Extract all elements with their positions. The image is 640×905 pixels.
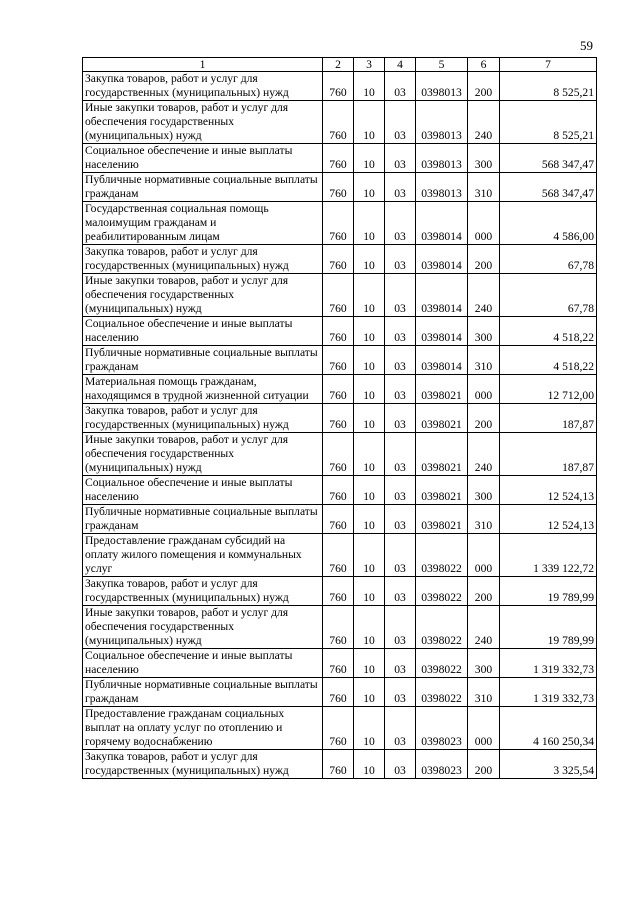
admin-code-cell: 760 bbox=[323, 72, 354, 101]
row-name-cell: Материальная помощь гражданам, находящимся в трудной жизненной ситуации bbox=[83, 375, 323, 404]
header-row bbox=[83, 58, 597, 72]
section-cell: 10 bbox=[354, 346, 385, 375]
target-article-cell: 0398014 bbox=[416, 317, 468, 346]
expense-type-cell: 300 bbox=[468, 476, 500, 505]
admin-code-cell: 760 bbox=[323, 375, 354, 404]
row-name-cell: Иные закупки товаров, работ и услуг для обеспечения государственных (муниципальных) нужд bbox=[83, 606, 323, 649]
expense-type-cell: 200 bbox=[468, 577, 500, 606]
expense-type-cell: 240 bbox=[468, 606, 500, 649]
expense-type-cell: 300 bbox=[468, 317, 500, 346]
table-row bbox=[83, 72, 597, 101]
subsection-cell: 03 bbox=[385, 678, 416, 707]
amount-cell: 4 160 250,34 bbox=[500, 707, 597, 750]
subsection-cell: 03 bbox=[385, 274, 416, 317]
table-row bbox=[83, 317, 597, 346]
table-row bbox=[83, 346, 597, 375]
amount-cell: 19 789,99 bbox=[500, 606, 597, 649]
admin-code-cell: 760 bbox=[323, 245, 354, 274]
row-name-cell: Социальное обеспечение и иные выплаты населению bbox=[83, 649, 323, 678]
target-article-cell: 0398021 bbox=[416, 505, 468, 534]
table-row bbox=[83, 274, 597, 317]
admin-code-cell: 760 bbox=[323, 649, 354, 678]
target-article-cell: 0398013 bbox=[416, 144, 468, 173]
row-name-cell: Закупка товаров, работ и услуг для государственных (муниципальных) нужд bbox=[83, 245, 323, 274]
section-cell: 10 bbox=[354, 476, 385, 505]
amount-cell: 568 347,47 bbox=[500, 144, 597, 173]
amount-cell: 568 347,47 bbox=[500, 173, 597, 202]
table-row bbox=[83, 404, 597, 433]
table-row bbox=[83, 678, 597, 707]
amount-cell: 1 319 332,73 bbox=[500, 678, 597, 707]
table-row bbox=[83, 505, 597, 534]
amount-cell: 1 319 332,73 bbox=[500, 649, 597, 678]
row-name-cell: Публичные нормативные социальные выплаты гражданам bbox=[83, 505, 323, 534]
row-name-cell: Государственная социальная помощь малоимущим гражданам и реабилитированным лицам bbox=[83, 202, 323, 245]
subsection-cell: 03 bbox=[385, 245, 416, 274]
target-article-cell: 0398022 bbox=[416, 649, 468, 678]
target-article-cell: 0398021 bbox=[416, 375, 468, 404]
subsection-cell: 03 bbox=[385, 606, 416, 649]
expense-type-cell: 240 bbox=[468, 433, 500, 476]
subsection-cell: 03 bbox=[385, 144, 416, 173]
row-name-cell: Закупка товаров, работ и услуг для государственных (муниципальных) нужд bbox=[83, 72, 323, 101]
expense-type-cell: 310 bbox=[468, 505, 500, 534]
amount-cell: 67,78 bbox=[500, 274, 597, 317]
subsection-cell: 03 bbox=[385, 72, 416, 101]
expense-type-cell: 300 bbox=[468, 649, 500, 678]
section-cell: 10 bbox=[354, 577, 385, 606]
section-cell: 10 bbox=[354, 505, 385, 534]
row-name-cell: Закупка товаров, работ и услуг для государственных (муниципальных) нужд bbox=[83, 577, 323, 606]
column-header: 6 bbox=[468, 58, 500, 72]
target-article-cell: 0398021 bbox=[416, 404, 468, 433]
subsection-cell: 03 bbox=[385, 505, 416, 534]
table-row bbox=[83, 606, 597, 649]
amount-cell: 4 518,22 bbox=[500, 317, 597, 346]
admin-code-cell: 760 bbox=[323, 606, 354, 649]
amount-cell: 12 712,00 bbox=[500, 375, 597, 404]
target-article-cell: 0398022 bbox=[416, 678, 468, 707]
expense-type-cell: 310 bbox=[468, 173, 500, 202]
table-row bbox=[83, 534, 597, 577]
table-row bbox=[83, 101, 597, 144]
table-row bbox=[83, 144, 597, 173]
target-article-cell: 0398014 bbox=[416, 245, 468, 274]
expense-type-cell: 310 bbox=[468, 346, 500, 375]
section-cell: 10 bbox=[354, 173, 385, 202]
expense-type-cell: 000 bbox=[468, 202, 500, 245]
row-name-cell: Социальное обеспечение и иные выплаты населению bbox=[83, 317, 323, 346]
admin-code-cell: 760 bbox=[323, 346, 354, 375]
row-name-cell: Публичные нормативные социальные выплаты гражданам bbox=[83, 173, 323, 202]
section-cell: 10 bbox=[354, 707, 385, 750]
target-article-cell: 0398014 bbox=[416, 346, 468, 375]
table-row bbox=[83, 649, 597, 678]
section-cell: 10 bbox=[354, 433, 385, 476]
section-cell: 10 bbox=[354, 101, 385, 144]
admin-code-cell: 760 bbox=[323, 317, 354, 346]
target-article-cell: 0398013 bbox=[416, 173, 468, 202]
target-article-cell: 0398022 bbox=[416, 534, 468, 577]
expense-type-cell: 200 bbox=[468, 245, 500, 274]
row-name-cell: Закупка товаров, работ и услуг для государственных (муниципальных) нужд bbox=[83, 750, 323, 779]
subsection-cell: 03 bbox=[385, 707, 416, 750]
target-article-cell: 0398022 bbox=[416, 577, 468, 606]
section-cell: 10 bbox=[354, 649, 385, 678]
table-row bbox=[83, 577, 597, 606]
section-cell: 10 bbox=[354, 404, 385, 433]
target-article-cell: 0398022 bbox=[416, 606, 468, 649]
target-article-cell: 0398013 bbox=[416, 101, 468, 144]
expense-type-cell: 300 bbox=[468, 144, 500, 173]
subsection-cell: 03 bbox=[385, 534, 416, 577]
expense-type-cell: 000 bbox=[468, 534, 500, 577]
admin-code-cell: 760 bbox=[323, 274, 354, 317]
table-row bbox=[83, 202, 597, 245]
admin-code-cell: 760 bbox=[323, 577, 354, 606]
amount-cell: 12 524,13 bbox=[500, 505, 597, 534]
target-article-cell: 0398023 bbox=[416, 750, 468, 779]
subsection-cell: 03 bbox=[385, 202, 416, 245]
table-row bbox=[83, 433, 597, 476]
row-name-cell: Публичные нормативные социальные выплаты гражданам bbox=[83, 346, 323, 375]
column-header: 2 bbox=[323, 58, 354, 72]
column-header: 7 bbox=[500, 58, 597, 72]
subsection-cell: 03 bbox=[385, 317, 416, 346]
expense-type-cell: 310 bbox=[468, 678, 500, 707]
budget-table bbox=[82, 57, 597, 779]
table-row bbox=[83, 476, 597, 505]
table-row bbox=[83, 245, 597, 274]
target-article-cell: 0398021 bbox=[416, 476, 468, 505]
section-cell: 10 bbox=[354, 750, 385, 779]
section-cell: 10 bbox=[354, 202, 385, 245]
admin-code-cell: 760 bbox=[323, 678, 354, 707]
table-body bbox=[83, 72, 597, 779]
target-article-cell: 0398014 bbox=[416, 274, 468, 317]
section-cell: 10 bbox=[354, 72, 385, 101]
admin-code-cell: 760 bbox=[323, 433, 354, 476]
column-header: 1 bbox=[83, 58, 323, 72]
amount-cell: 1 339 122,72 bbox=[500, 534, 597, 577]
expense-type-cell: 200 bbox=[468, 72, 500, 101]
amount-cell: 4 518,22 bbox=[500, 346, 597, 375]
amount-cell: 4 586,00 bbox=[500, 202, 597, 245]
target-article-cell: 0398021 bbox=[416, 433, 468, 476]
target-article-cell: 0398014 bbox=[416, 202, 468, 245]
section-cell: 10 bbox=[354, 606, 385, 649]
amount-cell: 3 325,54 bbox=[500, 750, 597, 779]
row-name-cell: Закупка товаров, работ и услуг для государственных (муниципальных) нужд bbox=[83, 404, 323, 433]
row-name-cell: Предоставление гражданам субсидий на оплату жилого помещения и коммунальных услуг bbox=[83, 534, 323, 577]
amount-cell: 67,78 bbox=[500, 245, 597, 274]
subsection-cell: 03 bbox=[385, 375, 416, 404]
admin-code-cell: 760 bbox=[323, 144, 354, 173]
row-name-cell: Социальное обеспечение и иные выплаты населению bbox=[83, 144, 323, 173]
row-name-cell: Социальное обеспечение и иные выплаты населению bbox=[83, 476, 323, 505]
expense-type-cell: 200 bbox=[468, 404, 500, 433]
subsection-cell: 03 bbox=[385, 173, 416, 202]
subsection-cell: 03 bbox=[385, 404, 416, 433]
admin-code-cell: 760 bbox=[323, 707, 354, 750]
admin-code-cell: 760 bbox=[323, 404, 354, 433]
admin-code-cell: 760 bbox=[323, 534, 354, 577]
table-row bbox=[83, 173, 597, 202]
amount-cell: 8 525,21 bbox=[500, 72, 597, 101]
amount-cell: 187,87 bbox=[500, 404, 597, 433]
row-name-cell: Иные закупки товаров, работ и услуг для обеспечения государственных (муниципальных) нужд bbox=[83, 101, 323, 144]
row-name-cell: Предоставление гражданам социальных выплат на оплату услуг по отоплению и горячему водоснабжению bbox=[83, 707, 323, 750]
row-name-cell: Иные закупки товаров, работ и услуг для обеспечения государственных (муниципальных) нужд bbox=[83, 274, 323, 317]
amount-cell: 12 524,13 bbox=[500, 476, 597, 505]
expense-type-cell: 000 bbox=[468, 707, 500, 750]
column-header: 4 bbox=[385, 58, 416, 72]
admin-code-cell: 760 bbox=[323, 101, 354, 144]
table-row bbox=[83, 750, 597, 779]
amount-cell: 19 789,99 bbox=[500, 577, 597, 606]
subsection-cell: 03 bbox=[385, 577, 416, 606]
target-article-cell: 0398013 bbox=[416, 72, 468, 101]
expense-type-cell: 240 bbox=[468, 274, 500, 317]
section-cell: 10 bbox=[354, 144, 385, 173]
amount-cell: 187,87 bbox=[500, 433, 597, 476]
admin-code-cell: 760 bbox=[323, 505, 354, 534]
subsection-cell: 03 bbox=[385, 346, 416, 375]
admin-code-cell: 760 bbox=[323, 750, 354, 779]
section-cell: 10 bbox=[354, 245, 385, 274]
admin-code-cell: 760 bbox=[323, 173, 354, 202]
section-cell: 10 bbox=[354, 317, 385, 346]
section-cell: 10 bbox=[354, 534, 385, 577]
admin-code-cell: 760 bbox=[323, 476, 354, 505]
column-header: 3 bbox=[354, 58, 385, 72]
table-row bbox=[83, 375, 597, 404]
section-cell: 10 bbox=[354, 678, 385, 707]
admin-code-cell: 760 bbox=[323, 202, 354, 245]
page-number: 59 bbox=[580, 38, 593, 53]
subsection-cell: 03 bbox=[385, 101, 416, 144]
row-name-cell: Публичные нормативные социальные выплаты гражданам bbox=[83, 678, 323, 707]
section-cell: 10 bbox=[354, 274, 385, 317]
subsection-cell: 03 bbox=[385, 476, 416, 505]
expense-type-cell: 000 bbox=[468, 375, 500, 404]
column-header: 5 bbox=[416, 58, 468, 72]
subsection-cell: 03 bbox=[385, 649, 416, 678]
expense-type-cell: 240 bbox=[468, 101, 500, 144]
amount-cell: 8 525,21 bbox=[500, 101, 597, 144]
subsection-cell: 03 bbox=[385, 433, 416, 476]
subsection-cell: 03 bbox=[385, 750, 416, 779]
row-name-cell: Иные закупки товаров, работ и услуг для обеспечения государственных (муниципальных) нужд bbox=[83, 433, 323, 476]
section-cell: 10 bbox=[354, 375, 385, 404]
table-row bbox=[83, 707, 597, 750]
expense-type-cell: 200 bbox=[468, 750, 500, 779]
target-article-cell: 0398023 bbox=[416, 707, 468, 750]
